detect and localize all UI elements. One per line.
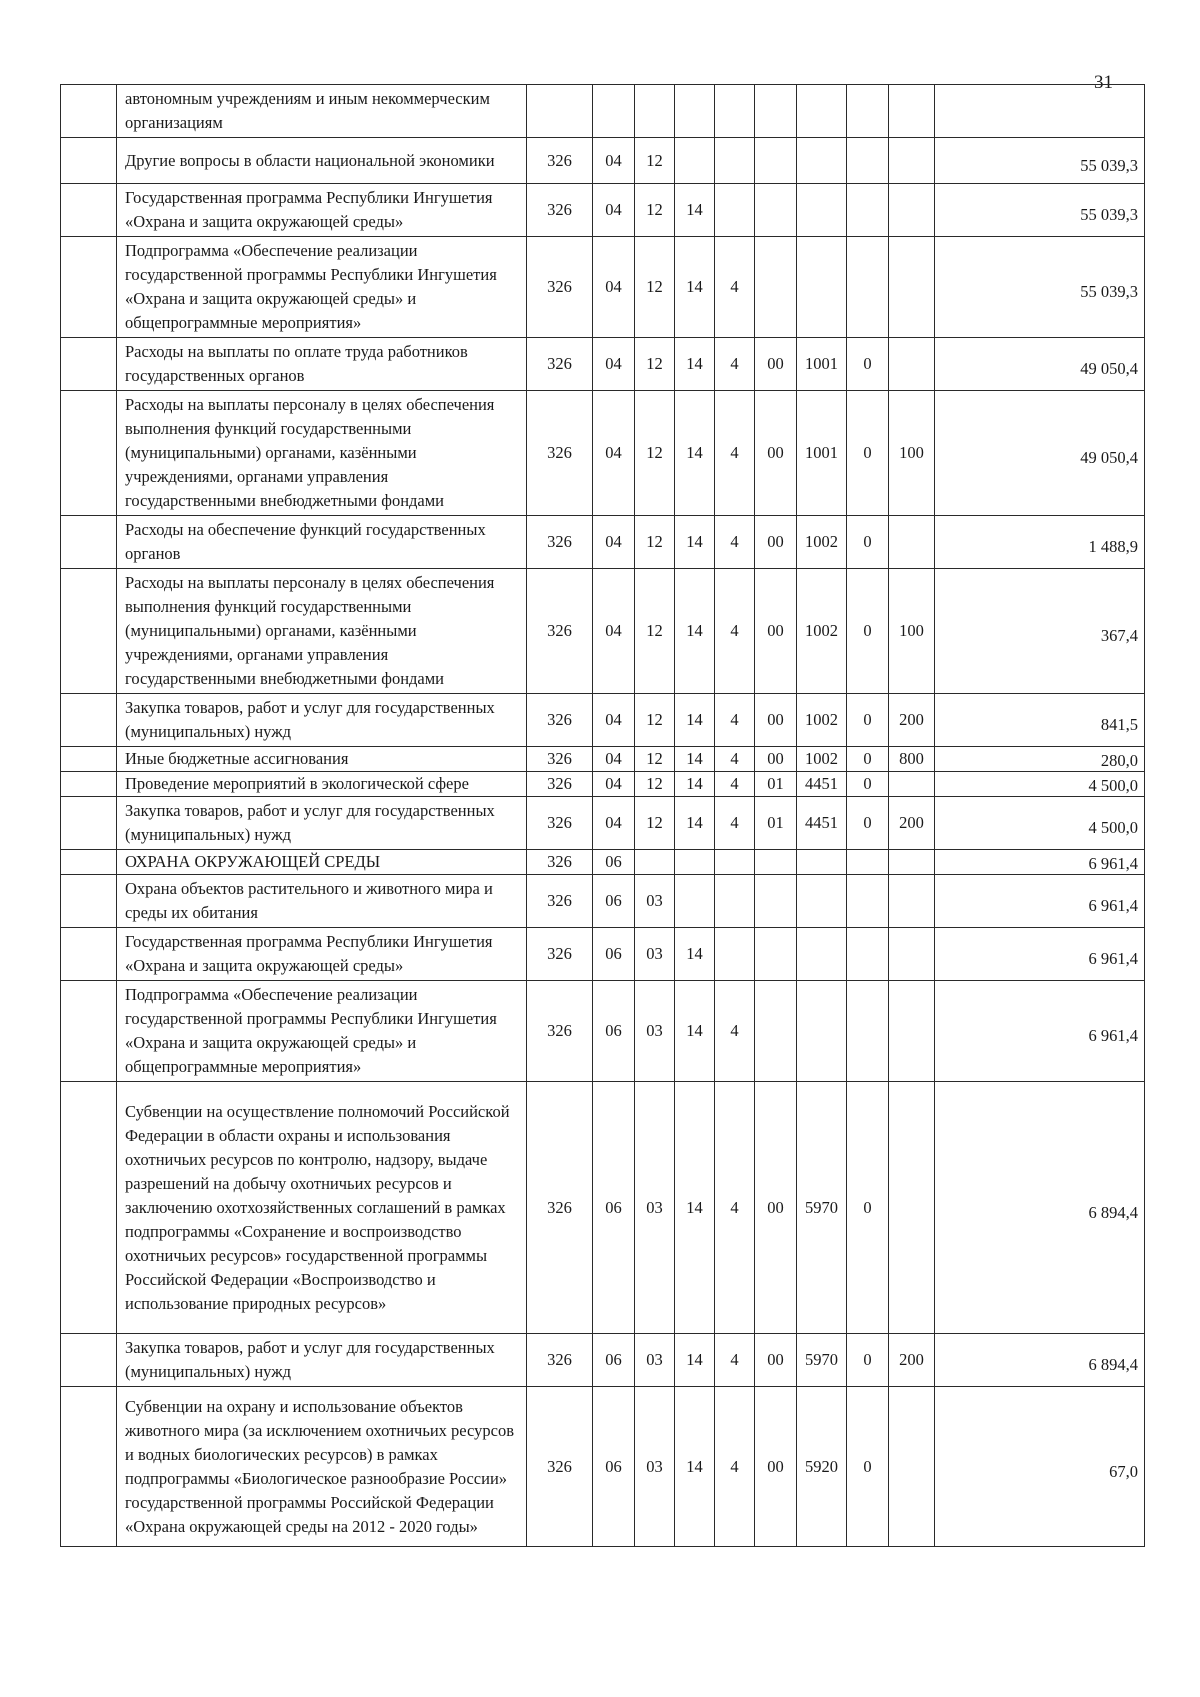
section-code-cell: 04 xyxy=(593,747,635,772)
amount-cell: 67,0 xyxy=(935,1387,1145,1547)
description-cell: ОХРАНА ОКРУЖАЮЩЕЙ СРЕДЫ xyxy=(117,850,527,875)
direction-code-cell: 00 xyxy=(755,338,797,391)
subsection-code-cell: 12 xyxy=(635,569,675,694)
direction-code-cell xyxy=(755,875,797,928)
direction-code-cell: 00 xyxy=(755,1082,797,1334)
expense-type-code-cell xyxy=(889,1387,935,1547)
table-row xyxy=(61,1387,1145,1547)
subprogram-code-cell xyxy=(715,928,755,981)
expense-type-code-cell xyxy=(889,981,935,1082)
ministry-code-cell: 326 xyxy=(527,1082,593,1334)
program-code-cell: 14 xyxy=(675,1334,715,1387)
ministry-code-cell: 326 xyxy=(527,850,593,875)
subsection-code-cell: 12 xyxy=(635,694,675,747)
description-cell: Иные бюджетные ассигнования xyxy=(117,747,527,772)
row-number-cell xyxy=(61,928,117,981)
program-code-cell: 14 xyxy=(675,981,715,1082)
sub-code-cell xyxy=(847,237,889,338)
expense-type-code-cell: 200 xyxy=(889,694,935,747)
section-code-cell: 06 xyxy=(593,928,635,981)
table-row xyxy=(61,237,1145,338)
row-number-cell xyxy=(61,569,117,694)
subprogram-code-cell xyxy=(715,138,755,184)
table-row xyxy=(61,747,1145,772)
program-code-cell: 14 xyxy=(675,772,715,797)
table-row xyxy=(61,338,1145,391)
row-number-cell xyxy=(61,138,117,184)
description-cell: Охрана объектов растительного и животного мира и среды их обитания xyxy=(117,875,527,928)
description-cell: Расходы на обеспечение функций государственных органов xyxy=(117,516,527,569)
direction-code-cell xyxy=(755,85,797,138)
subsection-code-cell: 03 xyxy=(635,981,675,1082)
subprogram-code-cell: 4 xyxy=(715,1387,755,1547)
sub-code-cell: 0 xyxy=(847,1334,889,1387)
section-code-cell: 06 xyxy=(593,1387,635,1547)
expense-type-code-cell xyxy=(889,237,935,338)
program-code-cell: 14 xyxy=(675,391,715,516)
direction-code-cell: 00 xyxy=(755,1334,797,1387)
expense-type-code-cell: 200 xyxy=(889,1334,935,1387)
amount-cell: 1 488,9 xyxy=(935,516,1145,569)
direction-code-cell: 00 xyxy=(755,391,797,516)
section-code-cell: 04 xyxy=(593,516,635,569)
section-code-cell: 04 xyxy=(593,184,635,237)
section-code-cell: 06 xyxy=(593,1334,635,1387)
subsection-code-cell xyxy=(635,85,675,138)
subprogram-code-cell: 4 xyxy=(715,338,755,391)
table-row xyxy=(61,391,1145,516)
program-code-cell: 14 xyxy=(675,797,715,850)
program-code-cell xyxy=(675,138,715,184)
subsection-code-cell: 03 xyxy=(635,1387,675,1547)
table-row xyxy=(61,516,1145,569)
section-code-cell: 04 xyxy=(593,138,635,184)
table-row xyxy=(61,850,1145,875)
amount-cell: 841,5 xyxy=(935,694,1145,747)
section-code-cell xyxy=(593,85,635,138)
sub-code-cell: 0 xyxy=(847,1082,889,1334)
amount-cell: 55 039,3 xyxy=(935,138,1145,184)
direction-code-cell: 01 xyxy=(755,772,797,797)
target-article-code-cell: 4451 xyxy=(797,797,847,850)
expense-type-code-cell xyxy=(889,138,935,184)
target-article-code-cell xyxy=(797,138,847,184)
description-cell: Закупка товаров, работ и услуг для государственных (муниципальных) нужд xyxy=(117,694,527,747)
table-row xyxy=(61,569,1145,694)
subsection-code-cell: 12 xyxy=(635,184,675,237)
sub-code-cell: 0 xyxy=(847,694,889,747)
amount-cell: 55 039,3 xyxy=(935,184,1145,237)
subsection-code-cell: 12 xyxy=(635,138,675,184)
sub-code-cell: 0 xyxy=(847,1387,889,1547)
table-row xyxy=(61,797,1145,850)
sub-code-cell xyxy=(847,981,889,1082)
sub-code-cell xyxy=(847,184,889,237)
row-number-cell xyxy=(61,875,117,928)
description-cell: Проведение мероприятий в экологической сфере xyxy=(117,772,527,797)
subprogram-code-cell: 4 xyxy=(715,772,755,797)
subsection-code-cell: 12 xyxy=(635,747,675,772)
section-code-cell: 04 xyxy=(593,772,635,797)
row-number-cell xyxy=(61,797,117,850)
subsection-code-cell: 12 xyxy=(635,772,675,797)
table-row xyxy=(61,875,1145,928)
section-code-cell: 06 xyxy=(593,981,635,1082)
subsection-code-cell: 12 xyxy=(635,391,675,516)
direction-code-cell xyxy=(755,184,797,237)
subsection-code-cell: 12 xyxy=(635,516,675,569)
row-number-cell xyxy=(61,237,117,338)
row-number-cell xyxy=(61,391,117,516)
ministry-code-cell: 326 xyxy=(527,338,593,391)
sub-code-cell: 0 xyxy=(847,747,889,772)
direction-code-cell xyxy=(755,237,797,338)
section-code-cell: 04 xyxy=(593,338,635,391)
description-cell: Подпрограмма «Обеспечение реализации государственной программы Республики Ингушетия «Охрана и защита окружающей среды» и общепрограммные мероприятия» xyxy=(117,237,527,338)
table-row xyxy=(61,138,1145,184)
subprogram-code-cell xyxy=(715,184,755,237)
subprogram-code-cell: 4 xyxy=(715,981,755,1082)
subprogram-code-cell: 4 xyxy=(715,237,755,338)
section-code-cell: 06 xyxy=(593,1082,635,1334)
program-code-cell: 14 xyxy=(675,569,715,694)
direction-code-cell: 00 xyxy=(755,516,797,569)
section-code-cell: 06 xyxy=(593,875,635,928)
description-cell: Закупка товаров, работ и услуг для государственных (муниципальных) нужд xyxy=(117,1334,527,1387)
row-number-cell xyxy=(61,1387,117,1547)
row-number-cell xyxy=(61,772,117,797)
budget-table xyxy=(60,84,1145,1547)
table-row xyxy=(61,981,1145,1082)
sub-code-cell: 0 xyxy=(847,569,889,694)
page-number: 31 xyxy=(1094,72,1113,93)
section-code-cell: 04 xyxy=(593,391,635,516)
description-cell: Расходы на выплаты по оплате труда работников государственных органов xyxy=(117,338,527,391)
table-row xyxy=(61,772,1145,797)
description-cell: Субвенции на осуществление полномочий Российской Федерации в области охраны и использования охотничьих ресурсов по контролю, надзору, выдаче разрешений на добычу охотничьих ресурсов и заключению охотхозяйственных соглашений в рамках подпрограммы «Сохранение и воспроизводство охотничьих ресурсов» государственной программы Российской Федерации «Воспроизводство и использование природных ресурсов» xyxy=(117,1082,527,1334)
subprogram-code-cell: 4 xyxy=(715,569,755,694)
row-number-cell xyxy=(61,85,117,138)
expense-type-code-cell xyxy=(889,338,935,391)
direction-code-cell: 00 xyxy=(755,694,797,747)
program-code-cell: 14 xyxy=(675,747,715,772)
target-article-code-cell xyxy=(797,981,847,1082)
section-code-cell: 04 xyxy=(593,569,635,694)
program-code-cell: 14 xyxy=(675,694,715,747)
subsection-code-cell: 03 xyxy=(635,928,675,981)
expense-type-code-cell xyxy=(889,516,935,569)
amount-cell: 6 894,4 xyxy=(935,1082,1145,1334)
table-row xyxy=(61,928,1145,981)
amount-cell: 6 894,4 xyxy=(935,1334,1145,1387)
program-code-cell: 14 xyxy=(675,516,715,569)
ministry-code-cell: 326 xyxy=(527,569,593,694)
amount-cell: 6 961,4 xyxy=(935,981,1145,1082)
description-cell: Государственная программа Республики Ингушетия «Охрана и защита окружающей среды» xyxy=(117,184,527,237)
program-code-cell: 14 xyxy=(675,1082,715,1334)
target-article-code-cell xyxy=(797,184,847,237)
amount-cell: 49 050,4 xyxy=(935,391,1145,516)
amount-cell xyxy=(935,85,1145,138)
program-code-cell: 14 xyxy=(675,237,715,338)
subprogram-code-cell: 4 xyxy=(715,797,755,850)
table-row xyxy=(61,184,1145,237)
target-article-code-cell: 1002 xyxy=(797,516,847,569)
amount-cell: 49 050,4 xyxy=(935,338,1145,391)
program-code-cell: 14 xyxy=(675,1387,715,1547)
subprogram-code-cell xyxy=(715,85,755,138)
amount-cell: 280,0 xyxy=(935,747,1145,772)
amount-cell: 55 039,3 xyxy=(935,237,1145,338)
table-row xyxy=(61,1334,1145,1387)
ministry-code-cell: 326 xyxy=(527,184,593,237)
target-article-code-cell: 5970 xyxy=(797,1334,847,1387)
amount-cell: 4 500,0 xyxy=(935,772,1145,797)
sub-code-cell xyxy=(847,875,889,928)
program-code-cell: 14 xyxy=(675,338,715,391)
ministry-code-cell: 326 xyxy=(527,797,593,850)
subsection-code-cell: 12 xyxy=(635,338,675,391)
target-article-code-cell: 1002 xyxy=(797,747,847,772)
subprogram-code-cell: 4 xyxy=(715,694,755,747)
direction-code-cell: 00 xyxy=(755,747,797,772)
description-cell: Субвенции на охрану и использование объектов животного мира (за исключением охотничьих ресурсов и водных биологических ресурсов) в рамках подпрограммы «Биологическое разнообразие России» государственной программы Российской Федерации «Охрана окружающей среды на 2012 - 2020 годы» xyxy=(117,1387,527,1547)
subsection-code-cell xyxy=(635,850,675,875)
ministry-code-cell: 326 xyxy=(527,981,593,1082)
direction-code-cell: 00 xyxy=(755,1387,797,1547)
sub-code-cell xyxy=(847,138,889,184)
target-article-code-cell: 5970 xyxy=(797,1082,847,1334)
target-article-code-cell xyxy=(797,850,847,875)
expense-type-code-cell: 800 xyxy=(889,747,935,772)
ministry-code-cell: 326 xyxy=(527,138,593,184)
subsection-code-cell: 03 xyxy=(635,1082,675,1334)
table-row xyxy=(61,1082,1145,1334)
sub-code-cell: 0 xyxy=(847,797,889,850)
amount-cell: 6 961,4 xyxy=(935,875,1145,928)
row-number-cell xyxy=(61,184,117,237)
subprogram-code-cell: 4 xyxy=(715,1334,755,1387)
ministry-code-cell: 326 xyxy=(527,747,593,772)
amount-cell: 367,4 xyxy=(935,569,1145,694)
subsection-code-cell: 12 xyxy=(635,797,675,850)
direction-code-cell xyxy=(755,981,797,1082)
table-row xyxy=(61,85,1145,138)
target-article-code-cell: 1002 xyxy=(797,569,847,694)
ministry-code-cell: 326 xyxy=(527,928,593,981)
row-number-cell xyxy=(61,850,117,875)
subsection-code-cell: 03 xyxy=(635,875,675,928)
amount-cell: 6 961,4 xyxy=(935,928,1145,981)
description-cell: Расходы на выплаты персоналу в целях обеспечения выполнения функций государственными (муниципальными) органами, казёнными учреждениями, органами управления государственными внебюджетными фондами xyxy=(117,569,527,694)
target-article-code-cell: 1002 xyxy=(797,694,847,747)
row-number-cell xyxy=(61,694,117,747)
target-article-code-cell xyxy=(797,85,847,138)
target-article-code-cell: 4451 xyxy=(797,772,847,797)
expense-type-code-cell xyxy=(889,1082,935,1334)
ministry-code-cell: 326 xyxy=(527,694,593,747)
direction-code-cell xyxy=(755,850,797,875)
section-code-cell: 04 xyxy=(593,797,635,850)
program-code-cell xyxy=(675,875,715,928)
target-article-code-cell: 5920 xyxy=(797,1387,847,1547)
program-code-cell: 14 xyxy=(675,184,715,237)
target-article-code-cell xyxy=(797,875,847,928)
expense-type-code-cell xyxy=(889,928,935,981)
sub-code-cell xyxy=(847,85,889,138)
row-number-cell xyxy=(61,1082,117,1334)
section-code-cell: 04 xyxy=(593,237,635,338)
table-row xyxy=(61,694,1145,747)
subprogram-code-cell xyxy=(715,850,755,875)
program-code-cell: 14 xyxy=(675,928,715,981)
expense-type-code-cell xyxy=(889,875,935,928)
subsection-code-cell: 12 xyxy=(635,237,675,338)
program-code-cell xyxy=(675,85,715,138)
row-number-cell xyxy=(61,1334,117,1387)
expense-type-code-cell: 200 xyxy=(889,797,935,850)
section-code-cell: 04 xyxy=(593,694,635,747)
sub-code-cell: 0 xyxy=(847,338,889,391)
description-cell: автономным учреждениям и иным некоммерческим организациям xyxy=(117,85,527,138)
expense-type-code-cell: 100 xyxy=(889,391,935,516)
sub-code-cell: 0 xyxy=(847,391,889,516)
target-article-code-cell: 1001 xyxy=(797,338,847,391)
target-article-code-cell: 1001 xyxy=(797,391,847,516)
ministry-code-cell: 326 xyxy=(527,1387,593,1547)
row-number-cell xyxy=(61,747,117,772)
subprogram-code-cell: 4 xyxy=(715,516,755,569)
target-article-code-cell xyxy=(797,928,847,981)
description-cell: Государственная программа Республики Ингушетия «Охрана и защита окружающей среды» xyxy=(117,928,527,981)
subprogram-code-cell: 4 xyxy=(715,391,755,516)
ministry-code-cell: 326 xyxy=(527,1334,593,1387)
direction-code-cell: 01 xyxy=(755,797,797,850)
ministry-code-cell: 326 xyxy=(527,391,593,516)
section-code-cell: 06 xyxy=(593,850,635,875)
sub-code-cell xyxy=(847,850,889,875)
description-cell: Расходы на выплаты персоналу в целях обеспечения выполнения функций государственными (муниципальными) органами, казёнными учреждениями, органами управления государственными внебюджетными фондами xyxy=(117,391,527,516)
target-article-code-cell xyxy=(797,237,847,338)
ministry-code-cell: 326 xyxy=(527,772,593,797)
direction-code-cell: 00 xyxy=(755,569,797,694)
description-cell: Подпрограмма «Обеспечение реализации государственной программы Республики Ингушетия «Охрана и защита окружающей среды» и общепрограммные мероприятия» xyxy=(117,981,527,1082)
program-code-cell xyxy=(675,850,715,875)
description-cell: Закупка товаров, работ и услуг для государственных (муниципальных) нужд xyxy=(117,797,527,850)
row-number-cell xyxy=(61,338,117,391)
direction-code-cell xyxy=(755,928,797,981)
expense-type-code-cell xyxy=(889,184,935,237)
description-cell: Другие вопросы в области национальной экономики xyxy=(117,138,527,184)
sub-code-cell xyxy=(847,928,889,981)
amount-cell: 6 961,4 xyxy=(935,850,1145,875)
row-number-cell xyxy=(61,981,117,1082)
ministry-code-cell: 326 xyxy=(527,516,593,569)
subsection-code-cell: 03 xyxy=(635,1334,675,1387)
amount-cell: 4 500,0 xyxy=(935,797,1145,850)
subprogram-code-cell: 4 xyxy=(715,1082,755,1334)
expense-type-code-cell xyxy=(889,850,935,875)
ministry-code-cell: 326 xyxy=(527,875,593,928)
sub-code-cell: 0 xyxy=(847,516,889,569)
ministry-code-cell: 326 xyxy=(527,237,593,338)
subprogram-code-cell xyxy=(715,875,755,928)
expense-type-code-cell xyxy=(889,85,935,138)
row-number-cell xyxy=(61,516,117,569)
subprogram-code-cell: 4 xyxy=(715,747,755,772)
sub-code-cell: 0 xyxy=(847,772,889,797)
expense-type-code-cell xyxy=(889,772,935,797)
direction-code-cell xyxy=(755,138,797,184)
expense-type-code-cell: 100 xyxy=(889,569,935,694)
ministry-code-cell xyxy=(527,85,593,138)
